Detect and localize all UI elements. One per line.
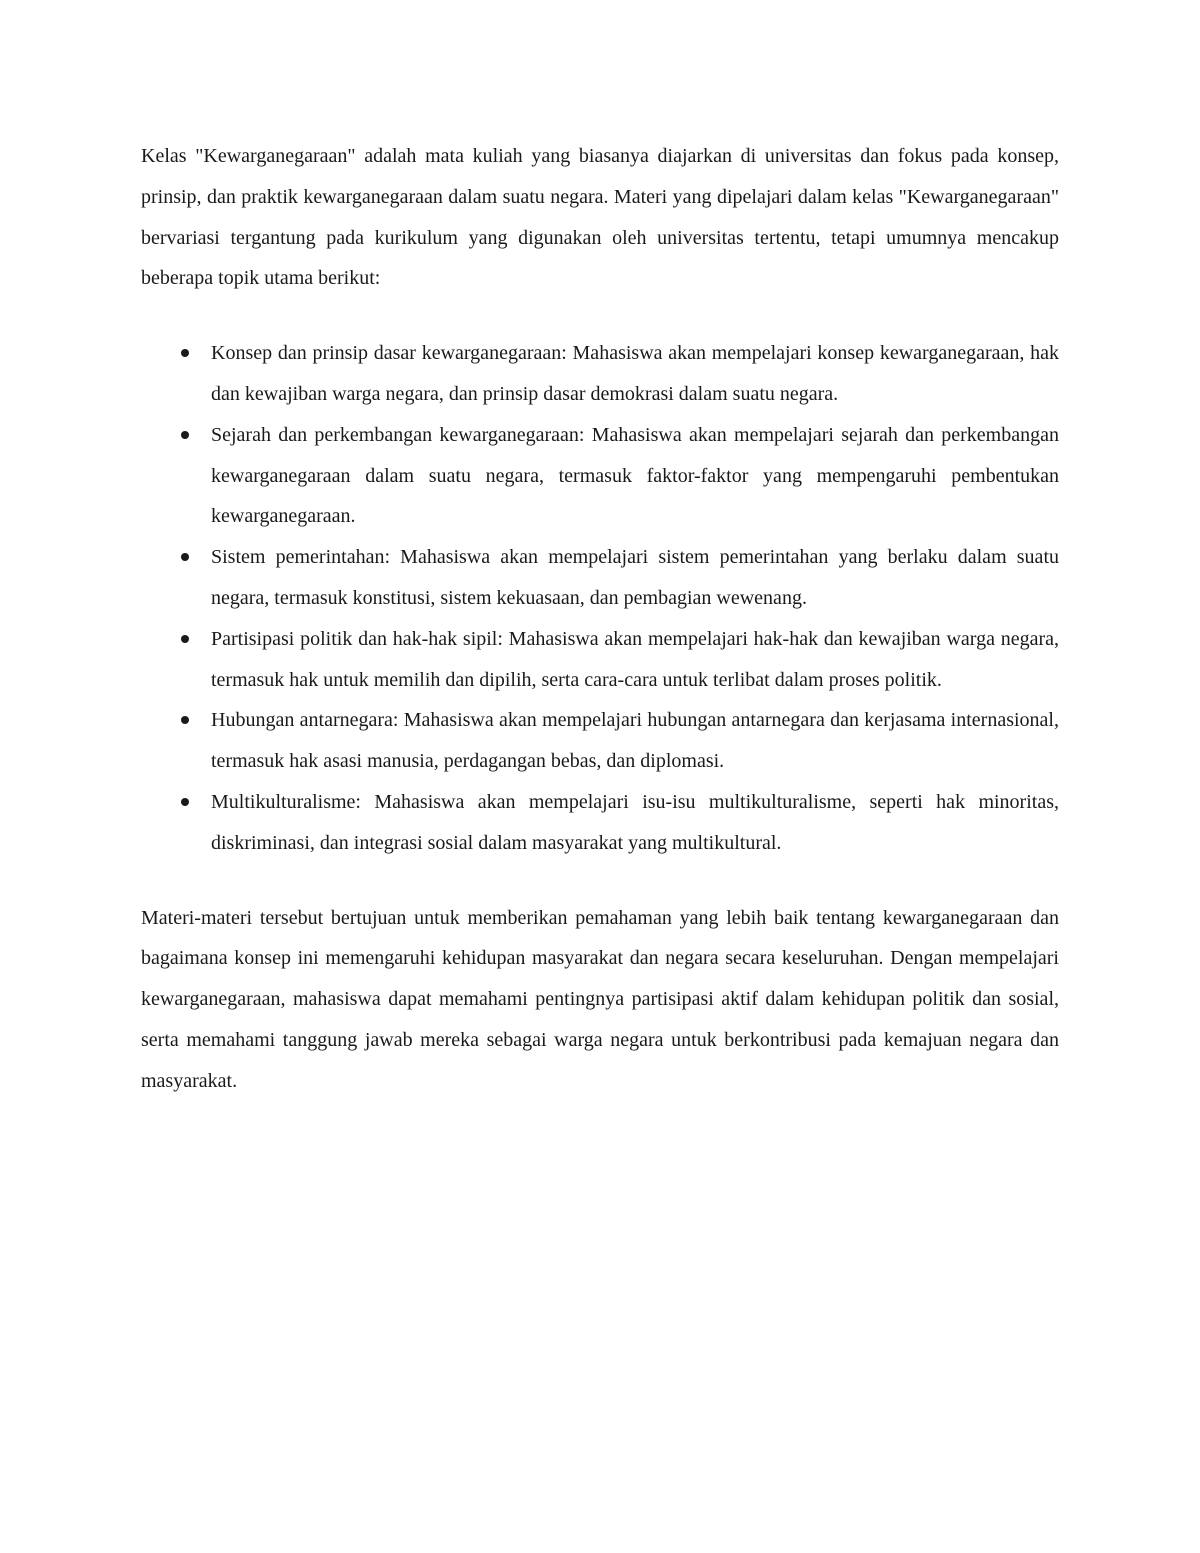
- list-item: [141, 537, 1059, 619]
- intro-paragraph: Kelas "Kewarganegaraan" adalah mata kuliah yang biasanya diajarkan di universitas dan fokus pada konsep, prinsip, dan praktik kewarganegaraan dalam suatu negara. Materi yang dipelajari dalam kelas "Kewarganegaraan" bervariasi tergantung pada kurikulum yang digunakan oleh universitas tertentu, tetapi umumnya mencakup beberapa topik utama berikut:: [141, 145, 1059, 290]
- list-item-text: Konsep dan prinsip dasar kewarganegaraan: Mahasiswa akan mempelajari konsep kewarganegaraan, hak dan kewajiban warga negara, dan prinsip dasar demokrasi dalam suatu negara.: [211, 342, 1059, 405]
- bullet-icon: [181, 349, 189, 357]
- bullet-icon: [181, 716, 189, 724]
- list-item: [141, 782, 1059, 864]
- list-item: [141, 333, 1059, 415]
- list-item-text: Sistem pemerintahan: Mahasiswa akan mempelajari sistem pemerintahan yang berlaku dalam suatu negara, termasuk konstitusi, sistem kekuasaan, dan pembagian wewenang.: [211, 546, 1059, 609]
- document-page: [141, 136, 1059, 1102]
- topic-list: [141, 333, 1059, 863]
- list-item: [141, 415, 1059, 537]
- bullet-icon: [181, 431, 189, 439]
- list-item-text: Partisipasi politik dan hak-hak sipil: Mahasiswa akan mempelajari hak-hak dan kewajiban warga negara, termasuk hak untuk memilih dan dipilih, serta cara-cara untuk terlibat dalam proses politik.: [211, 627, 1059, 691]
- bullet-icon: [181, 553, 189, 561]
- list-item-text: Multikulturalisme: Mahasiswa akan mempelajari isu-isu multikulturalisme, seperti hak minoritas, diskriminasi, dan integrasi sosial dalam masyarakat yang multikultural.: [211, 790, 1059, 854]
- list-item-text: Hubungan antarnegara: Mahasiswa akan mempelajari hubungan antarnegara dan kerjasama internasional, termasuk hak asasi manusia, perdagangan bebas, dan diplomasi.: [211, 709, 1059, 773]
- list-item: [141, 700, 1059, 782]
- list-item: [141, 619, 1059, 701]
- list-item-text: Sejarah dan perkembangan kewarganegaraan: Mahasiswa akan mempelajari sejarah dan perkembangan kewarganegaraan dalam suatu negara, termasuk faktor-faktor yang mempengaruhi pembentukan kewarganegaraan.: [211, 423, 1059, 528]
- bullet-icon: [181, 635, 189, 643]
- bullet-icon: [181, 798, 189, 806]
- conclusion-paragraph: Materi-materi tersebut bertujuan untuk memberikan pemahaman yang lebih baik tentang kewarganegaraan dan bagaimana konsep ini memengaruhi kehidupan masyarakat dan negara secara keseluruhan. Dengan mempelajari kewarganegaraan, mahasiswa dapat memahami pentingnya partisipasi aktif dalam kehidupan politik dan sosial, serta memahami tanggung jawab mereka sebagai warga negara untuk berkontribusi pada kemajuan negara dan masyarakat.: [141, 906, 1059, 1092]
